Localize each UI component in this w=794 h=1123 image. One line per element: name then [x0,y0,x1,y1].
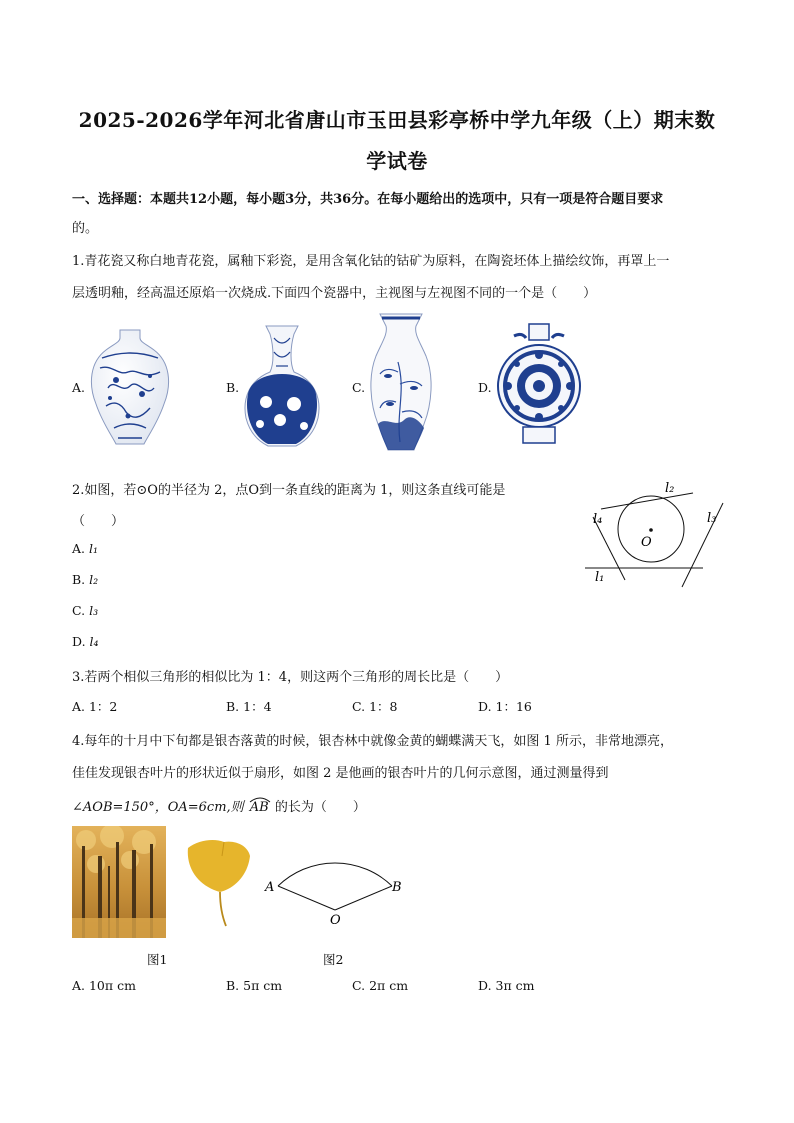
vase-d-image [496,322,582,448]
fig2-caption: 图2 [323,952,344,967]
q2-option-a-value: l₁ [89,541,99,556]
label-center-o: O [641,535,652,550]
q1-stem-line2: 层透明釉，经高温还原焰一次烧成.下面四个瓷器中，主视图与左视图不同的一个是（ ） [72,286,597,301]
q4-angle-text: ∠AOB=150°，OA=6cm,则 [72,800,244,815]
fig1-caption: 图1 [147,952,168,967]
page-title-line2: 学试卷 [366,149,428,173]
ginkgo-forest-image [72,826,166,938]
q2-option-c[interactable] [72,603,98,618]
q2-option-d-value: l₄ [89,634,99,649]
page-title: 2025-2026学年河北省唐山市玉田县彩亭桥中学九年级（上）期末数 [78,108,716,132]
q2-option-b-letter: B. [72,572,86,587]
q4-stem: 4.每年的十月中下旬都是银杏落黄的时候，银杏林中就像金黄的蝴蝶满天飞，如图 1 所示，非常地漂亮， [72,734,673,749]
q4-sector-figure [262,820,412,930]
q2-option-a[interactable] [72,541,98,556]
q1-option-d[interactable]: D. [478,380,492,395]
q4-stem-line3 [72,796,366,815]
q1-option-b[interactable]: B. [226,380,240,395]
q2-option-b[interactable] [72,572,98,587]
q2-option-c-value: l₃ [89,603,99,618]
vase-b-image [240,324,324,448]
q4-option-d[interactable]: D. 3π cm [478,978,535,993]
q4-stem-line2: 佳佳发现银杏叶片的形状近似于扇形，如图 2 是他画的银杏叶片的几何示意图，通过测量得到 [72,766,609,781]
q4-stem-end: 的长为（ ） [274,800,366,815]
label-o: O [330,913,341,928]
section-heading-line2: 的。 [72,221,99,236]
q3-option-b[interactable]: B. 1：4 [226,699,272,714]
q1-option-a[interactable]: A. [72,380,86,395]
section-heading: 一、选择题：本题共12小题，每小题3分，共36分。在每小题给出的选项中，只有一项是符合题目要求 [72,192,664,207]
q2-answer-paren: （ ） [72,514,125,529]
label-l2: l₂ [665,481,675,496]
ginkgo-leaf-image [184,836,254,928]
label-l3: l₃ [707,511,717,526]
q3-option-a[interactable]: A. 1：2 [72,699,118,714]
q1-stem: 1.青花瓷又称白地青花瓷，属釉下彩瓷，是用含氧化钴的钴矿为原料，在陶瓷坯体上描绘纹饰，再罩上一 [72,254,670,269]
label-a: A [265,880,275,895]
vase-a-image [88,328,172,448]
label-l4: l₄ [593,512,603,527]
q3-stem: 3.若两个相似三角形的相似比为 1：4，则这两个三角形的周长比是（ ） [72,670,509,685]
q4-option-a[interactable]: A. 10π cm [72,978,136,993]
q3-option-d[interactable]: D. 1：16 [478,699,532,714]
q2-stem: 2.如图，若⊙O的半径为 2，点O到一条直线的距离为 1，则这条直线可能是 [72,483,506,498]
q2-option-a-letter: A. [72,541,86,556]
q4-arc-ab [248,800,271,815]
arc-symbol-icon [248,795,272,803]
q2-option-b-value: l₂ [89,572,99,587]
q2-option-d-letter: D. [72,634,86,649]
label-b: B [392,880,402,895]
q2-option-c-letter: C. [72,603,86,618]
label-l1: l₁ [595,570,605,585]
q4-option-c[interactable]: C. 2π cm [352,978,409,993]
q2-option-d[interactable] [72,634,99,649]
vase-c-image [366,312,436,452]
q2-circle-figure [585,475,735,590]
q4-arc-label: AB [249,800,269,815]
q3-option-c[interactable]: C. 1：8 [352,699,398,714]
q4-option-b[interactable]: B. 5π cm [226,978,283,993]
q1-option-c[interactable]: C. [352,380,366,395]
